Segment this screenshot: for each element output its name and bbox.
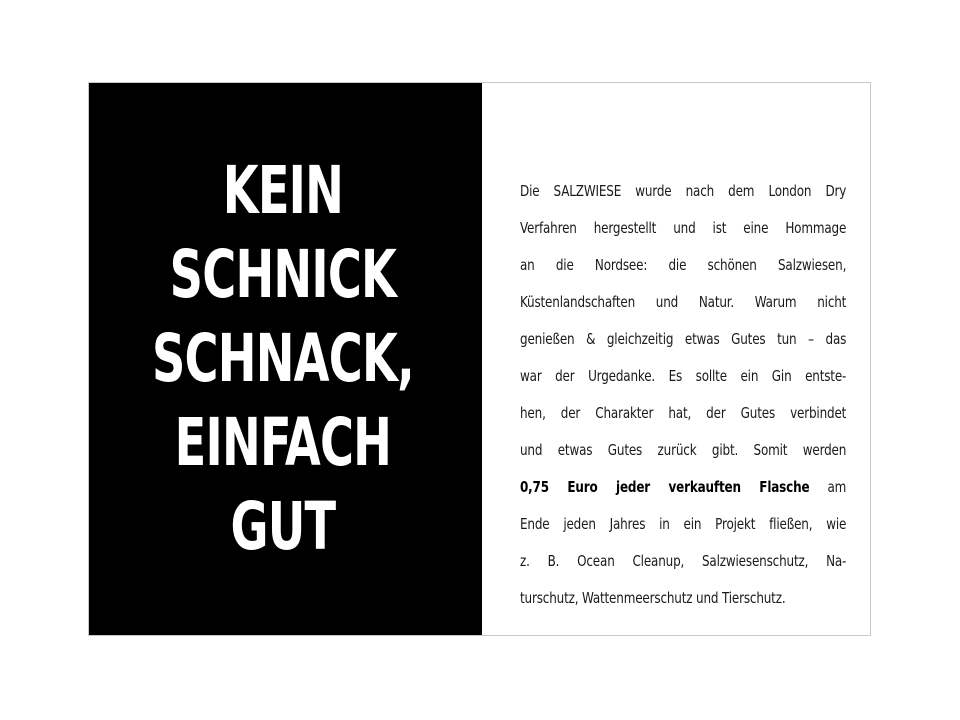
- body-line: genießen & gleichzeitig etwas Gutes tun – das: [520, 330, 847, 348]
- body-line: an die Nordsee: die schönen Salzwiesen,: [520, 256, 847, 274]
- body-line: war der Urgedanke. Es sollte ein Gin entste-: [520, 367, 847, 385]
- headline-line-2: SCHNICK: [169, 236, 396, 313]
- body-line: z. B. Ocean Cleanup, Salzwiesenschutz, Na-: [520, 552, 847, 570]
- body-line: Ende jeden Jahres in ein Projekt fließen, wie: [520, 515, 847, 533]
- headline-line-3: SCHNACK,: [151, 320, 414, 397]
- headline-line-1: KEIN: [222, 152, 343, 229]
- body-line: Küstenlandschaften und Natur. Warum nicht: [520, 293, 847, 311]
- headline: [115, 149, 451, 569]
- headline-panel: [89, 83, 482, 635]
- body-line: Die SALZWIESE wurde nach dem London Dry: [520, 182, 847, 200]
- donation-highlight: 0,75 Euro jeder verkauften Flasche: [520, 478, 810, 496]
- body-line: turschutz, Wattenmeerschutz und Tierschutz.: [520, 589, 786, 607]
- body-line: Verfahren hergestellt und ist eine Hommage: [520, 219, 847, 237]
- info-card: [88, 82, 871, 636]
- body-paragraph: [520, 173, 847, 617]
- headline-line-5: GUT: [230, 488, 335, 565]
- body-line: und etwas Gutes zurück gibt. Somit werden: [520, 441, 847, 459]
- body-line-highlight: [520, 469, 847, 506]
- text-panel: [482, 83, 870, 635]
- body-line-tail: am: [809, 478, 847, 496]
- headline-line-4: EINFACH: [174, 404, 391, 481]
- body-line: hen, der Charakter hat, der Gutes verbindet: [520, 404, 847, 422]
